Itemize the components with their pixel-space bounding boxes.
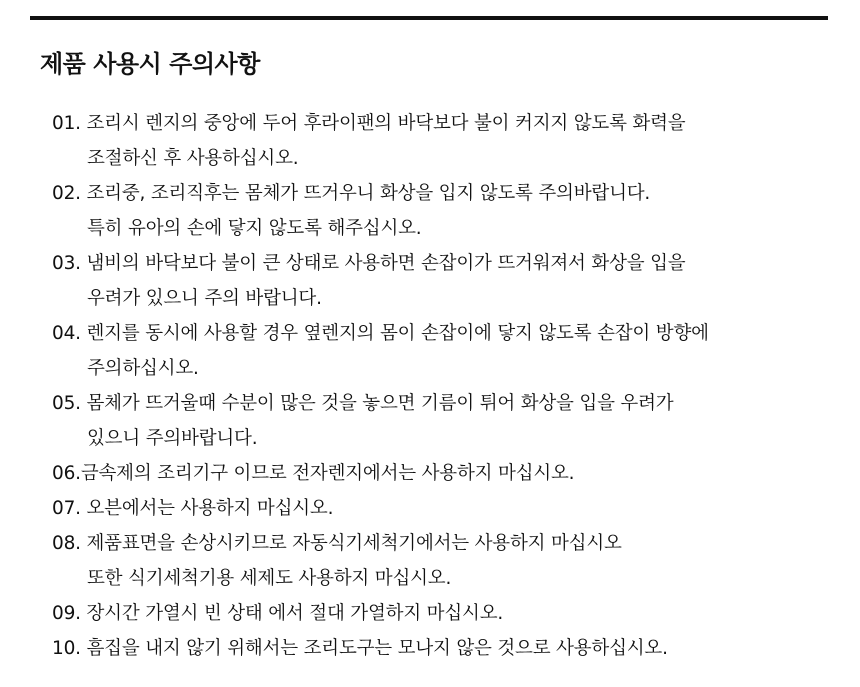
precaution-item-01: 01. 조리시 렌지의 중앙에 두어 후라이팬의 바닥보다 불이 커지지 않도록 화력을 — [52, 113, 686, 134]
precaution-item-09: 09. 장시간 가열시 빈 상태 에서 절대 가열하지 마십시오. — [52, 603, 504, 624]
precaution-item-03-continued: 우려가 있으니 주의 바랍니다. — [87, 288, 322, 309]
top-divider — [30, 16, 828, 20]
precaution-item-05-continued: 있으니 주의바랍니다. — [87, 428, 258, 449]
precaution-item-08-continued: 또한 식기세척기용 세제도 사용하지 마십시오. — [87, 568, 452, 589]
precaution-item-07: 07. 오븐에서는 사용하지 마십시오. — [52, 498, 334, 519]
page-title: 제품 사용시 주의사항 — [40, 50, 260, 78]
precaution-item-02-continued: 특히 유아의 손에 닿지 않도록 해주십시오. — [87, 218, 422, 239]
precaution-item-02: 02. 조리중, 조리직후는 몸체가 뜨거우니 화상을 입지 않도록 주의바랍니다. — [52, 183, 651, 204]
precautions-list — [52, 110, 709, 670]
precaution-item-08: 08. 제품표면을 손상시키므로 자동식기세척기에서는 사용하지 마십시오 — [52, 533, 622, 554]
precaution-item-10: 10. 흠집을 내지 않기 위해서는 조리도구는 모나지 않은 것으로 사용하십시오. — [52, 638, 668, 659]
precaution-item-05: 05. 몸체가 뜨거울때 수분이 많은 것을 놓으면 기름이 튀어 화상을 입을 우려가 — [52, 393, 674, 414]
precaution-item-03: 03. 냄비의 바닥보다 불이 큰 상태로 사용하면 손잡이가 뜨거워져서 화상을 입을 — [52, 253, 686, 274]
precaution-item-04-continued: 주의하십시오. — [87, 358, 199, 379]
precaution-item-01-continued: 조절하신 후 사용하십시오. — [87, 148, 299, 169]
precaution-item-06: 06.금속제의 조리기구 이므로 전자렌지에서는 사용하지 마십시오. — [52, 463, 575, 484]
precaution-item-04: 04. 렌지를 동시에 사용할 경우 옆렌지의 몸이 손잡이에 닿지 않도록 손잡이 방향에 — [52, 323, 709, 344]
